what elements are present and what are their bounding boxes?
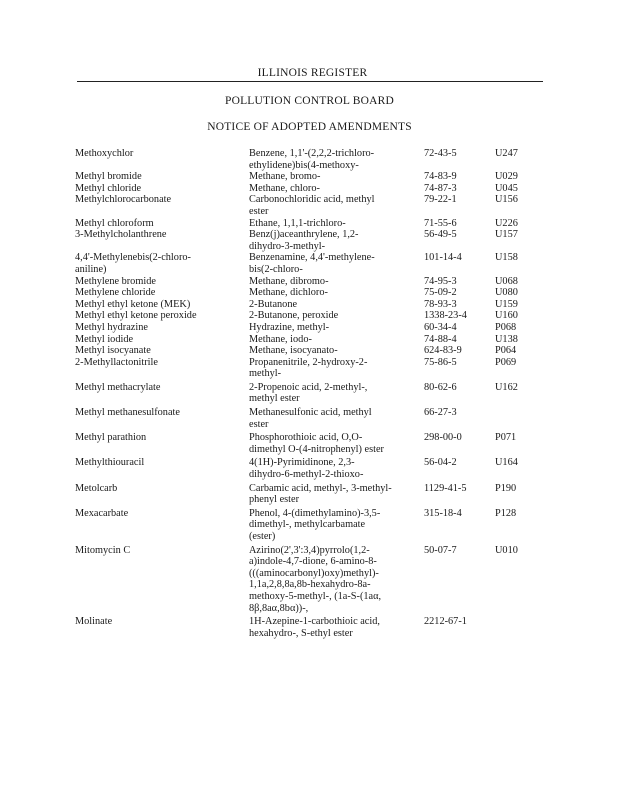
waste-code: U010 bbox=[495, 544, 518, 556]
chemical-synonym: Benz(j)aceanthrylene, 1,2- dihydro-3-methyl- bbox=[249, 229, 359, 252]
chemical-name: Methyl parathion bbox=[75, 432, 147, 444]
chemical-synonym: Propanenitrile, 2-hydroxy-2- methyl- bbox=[249, 356, 368, 380]
chemical-synonym: 2-Butanone, peroxide bbox=[249, 310, 339, 322]
chemical-name: Methyl methanesulfonate bbox=[75, 407, 180, 419]
chemical-synonym: Azirino(2',3':3,4)pyrrolo(1,2- a)indole-4,7-dione, 6-amino-8- (((aminocarbonyl)oxy)methyl)- 1,1a,2,8,8a,8b-hexahydro-8a- methoxy-5-methyl-, (1a-S-(1aα, 8β,8aα,8bα))-, bbox=[249, 544, 382, 614]
table-row bbox=[75, 345, 545, 357]
table-row bbox=[75, 287, 545, 299]
chemical-name: Methyl ethyl ketone peroxide bbox=[75, 310, 197, 322]
chemical-name: Methylthiouracil bbox=[75, 457, 145, 469]
cas-number: 56-04-2 bbox=[424, 457, 457, 469]
chemical-synonym: Hydrazine, methyl- bbox=[249, 321, 330, 333]
waste-code: U068 bbox=[495, 275, 518, 287]
chemical-synonym: 2-Butanone bbox=[249, 298, 298, 310]
chemical-name: Methyl ethyl ketone (MEK) bbox=[75, 298, 191, 310]
table-row bbox=[75, 322, 545, 334]
cas-number: 79-22-1 bbox=[424, 194, 457, 206]
chemical-name: Methyl isocyanate bbox=[75, 345, 151, 357]
waste-code: U159 bbox=[495, 298, 518, 310]
waste-code: P068 bbox=[495, 321, 517, 333]
chemical-name: 4,4'-Methylenebis(2-chloro- aniline) bbox=[75, 252, 191, 275]
cas-number: 74-87-3 bbox=[424, 182, 457, 194]
chemical-synonym: Methane, dichloro- bbox=[249, 287, 328, 299]
cas-number: 74-83-9 bbox=[424, 171, 457, 183]
chemical-name: Methylchlorocarbonate bbox=[75, 194, 172, 206]
cas-number: 74-88-4 bbox=[424, 333, 457, 345]
chemical-synonym: Methane, bromo- bbox=[249, 171, 321, 183]
chemical-name: Methylene chloride bbox=[75, 287, 156, 299]
table-row bbox=[75, 183, 545, 195]
cas-number: 2212-67-1 bbox=[424, 616, 467, 628]
waste-code: P190 bbox=[495, 482, 517, 494]
table-row bbox=[75, 299, 545, 311]
waste-code: P128 bbox=[495, 507, 517, 519]
chemical-synonym: Methane, dibromo- bbox=[249, 275, 329, 287]
cas-number: 101-14-4 bbox=[424, 252, 462, 264]
chemical-synonym: 1H-Azepine-1-carbothioic acid, hexahydro-, S-ethyl ester bbox=[249, 616, 380, 639]
board-title: POLLUTION CONTROL BOARD bbox=[224, 95, 394, 107]
cas-number: 1338-23-4 bbox=[424, 310, 467, 322]
chemical-name: Metolcarb bbox=[75, 482, 118, 494]
cas-number: 71-55-6 bbox=[424, 217, 457, 229]
waste-code: U160 bbox=[495, 310, 518, 322]
table-row bbox=[75, 252, 545, 275]
chemical-synonym: Carbonochloridic acid, methyl ester bbox=[249, 194, 375, 217]
chemical-synonym: 2-Propenoic acid, 2-methyl-, methyl ester bbox=[249, 381, 368, 405]
table-row bbox=[75, 455, 545, 480]
header-rule bbox=[77, 81, 543, 82]
chemical-name: Mitomycin C bbox=[75, 544, 131, 556]
table-row bbox=[75, 148, 545, 171]
table-row bbox=[75, 614, 545, 639]
waste-code: P064 bbox=[495, 345, 517, 357]
cas-number: 72-43-5 bbox=[424, 148, 457, 159]
table-row bbox=[75, 218, 545, 230]
chemical-synonym: Methane, iodo- bbox=[249, 333, 312, 345]
cas-number: 56-49-5 bbox=[424, 229, 457, 241]
waste-code: U162 bbox=[495, 381, 518, 393]
cas-number: 315-18-4 bbox=[424, 507, 462, 519]
chemical-synonym: Phosphorothioic acid, O,O- dimethyl O-(4-nitrophenyl) ester bbox=[249, 432, 384, 455]
chemical-name: Methyl chloride bbox=[75, 182, 142, 194]
chemical-name: Methoxychlor bbox=[75, 148, 134, 159]
chemical-name: Molinate bbox=[75, 616, 113, 628]
waste-code: P069 bbox=[495, 356, 517, 368]
waste-code: U156 bbox=[495, 194, 518, 206]
chemical-name: Mexacarbate bbox=[75, 507, 129, 519]
waste-code: U226 bbox=[495, 217, 518, 229]
cas-number: 624-83-9 bbox=[424, 345, 462, 357]
chemical-name: Methyl iodide bbox=[75, 333, 134, 345]
chemical-synonym: Methane, chloro- bbox=[249, 182, 320, 194]
chemical-name: Methyl methacrylate bbox=[75, 381, 161, 393]
table-row bbox=[75, 543, 545, 615]
chemical-name: 2-Methyllactonitrile bbox=[75, 356, 158, 368]
chemical-synonym: 4(1H)-Pyrimidinone, 2,3- dihydro-6-methyl-2-thioxo- bbox=[249, 457, 364, 481]
waste-code: U029 bbox=[495, 171, 518, 183]
cas-number: 298-00-0 bbox=[424, 432, 462, 444]
waste-code bbox=[495, 405, 545, 430]
chemical-name: Methyl hydrazine bbox=[75, 321, 148, 333]
table-row bbox=[75, 334, 545, 346]
chemical-name: Methylene bromide bbox=[75, 275, 156, 287]
cas-number: 60-34-4 bbox=[424, 321, 457, 333]
waste-code: U080 bbox=[495, 287, 518, 299]
waste-code: U045 bbox=[495, 182, 518, 194]
table-row bbox=[75, 481, 545, 506]
table-row bbox=[75, 357, 545, 380]
notice-title: NOTICE OF ADOPTED AMENDMENTS bbox=[207, 121, 412, 133]
table-row bbox=[75, 310, 545, 322]
chemical-synonym: Phenol, 4-(dimethylamino)-3,5- dimethyl-, methylcarbamate (ester) bbox=[249, 507, 381, 542]
cas-number: 75-09-2 bbox=[424, 287, 457, 299]
table-row bbox=[75, 405, 545, 430]
cas-number: 78-93-3 bbox=[424, 298, 457, 310]
table-row bbox=[75, 380, 545, 405]
table-row bbox=[75, 430, 545, 455]
chemical-synonym: Methanesulfonic acid, methyl ester bbox=[249, 407, 372, 430]
waste-code: U138 bbox=[495, 333, 518, 345]
chemical-name: 3-Methylcholanthrene bbox=[75, 229, 167, 241]
chemical-synonym: Ethane, 1,1,1-trichloro- bbox=[249, 217, 346, 229]
chemical-table-body bbox=[75, 148, 545, 639]
chemical-synonym: Benzenamine, 4,4'-methylene- bis(2-chloro- bbox=[249, 252, 375, 275]
chemical-synonym: Methane, isocyanato- bbox=[249, 345, 338, 357]
table-row bbox=[75, 194, 545, 217]
cas-number: 75-86-5 bbox=[424, 356, 457, 368]
chemical-synonym: Benzene, 1,1'-(2,2,2-trichloro- ethylidene)bis(4-methoxy- bbox=[249, 148, 375, 171]
table-row bbox=[75, 276, 545, 288]
table-row bbox=[75, 506, 545, 543]
chemical-name: Methyl bromide bbox=[75, 171, 142, 183]
waste-code: U157 bbox=[495, 229, 518, 241]
cas-number: 80-62-6 bbox=[424, 381, 457, 393]
cas-number: 1129-41-5 bbox=[424, 482, 467, 494]
cas-number: 74-95-3 bbox=[424, 275, 457, 287]
register-title: ILLINOIS REGISTER bbox=[257, 67, 368, 79]
cas-number: 66-27-3 bbox=[424, 407, 457, 419]
chemical-table bbox=[75, 148, 545, 639]
chemical-synonym: Carbamic acid, methyl-, 3-methyl- phenyl ester bbox=[249, 482, 392, 506]
table-row bbox=[75, 229, 545, 252]
waste-code bbox=[495, 614, 545, 639]
waste-code: U158 bbox=[495, 252, 518, 264]
waste-code: U164 bbox=[495, 457, 518, 469]
table-row bbox=[75, 171, 545, 183]
waste-code: U247 bbox=[495, 148, 518, 159]
waste-code: P071 bbox=[495, 432, 517, 444]
cas-number: 50-07-7 bbox=[424, 544, 457, 556]
chemical-name: Methyl chloroform bbox=[75, 217, 154, 229]
